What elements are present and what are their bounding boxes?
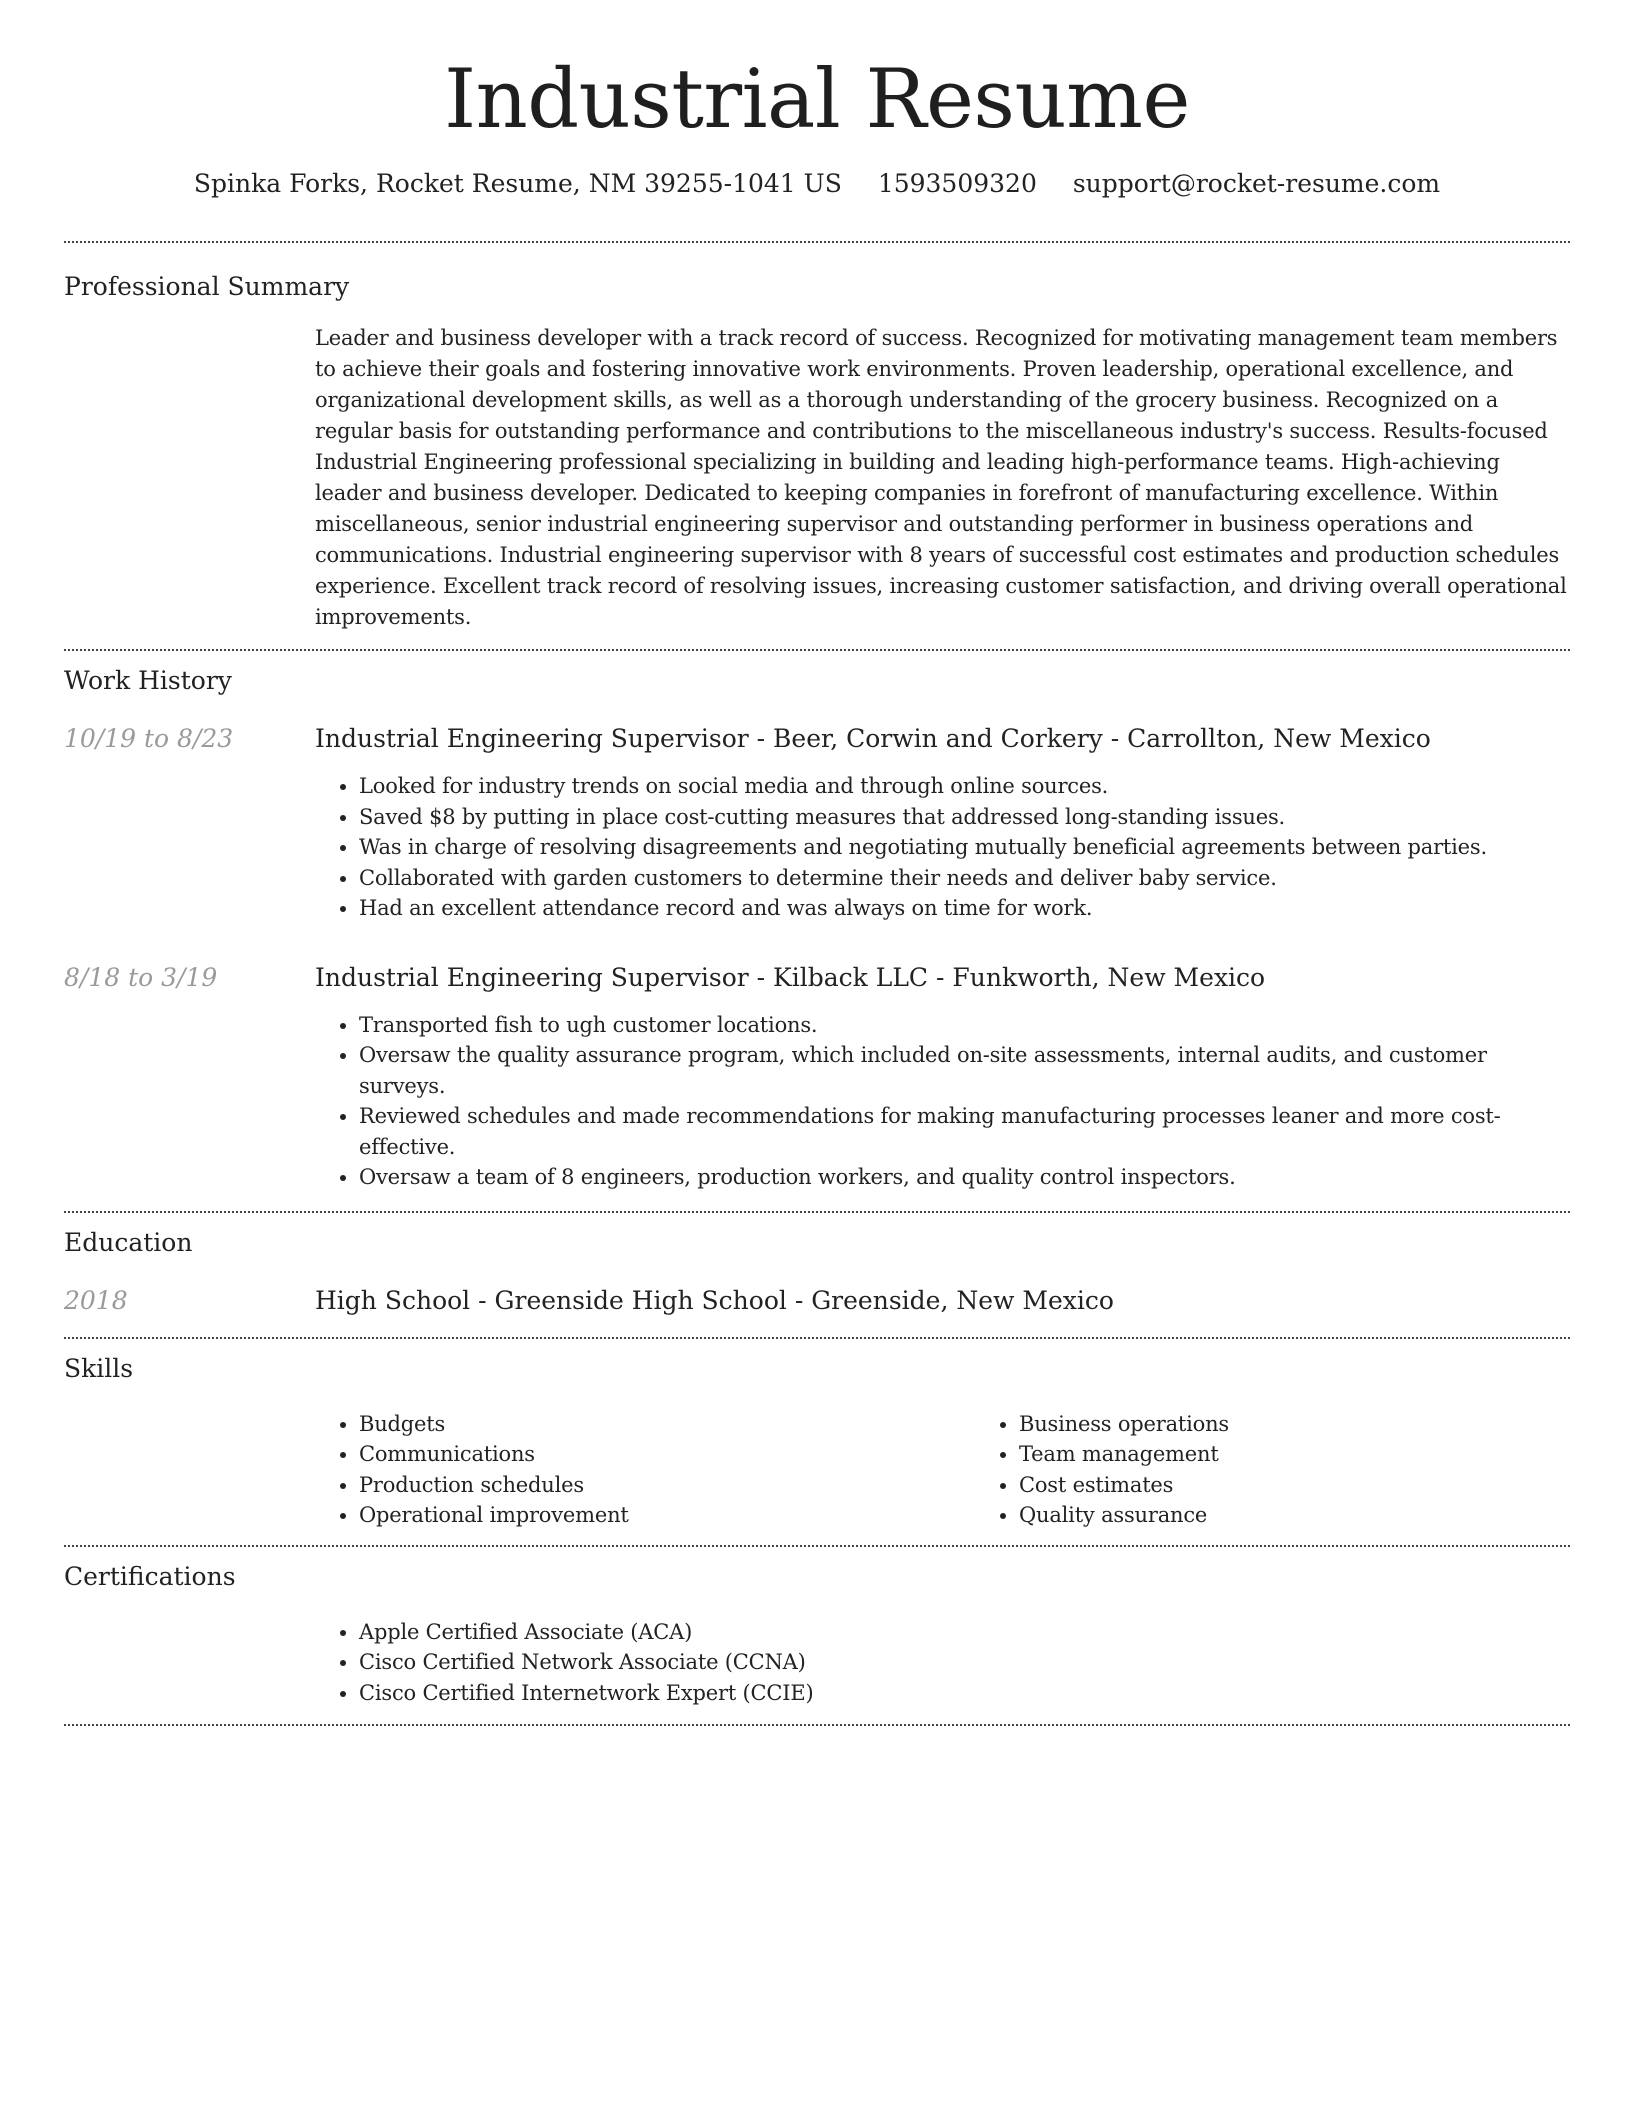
contact-email: support@rocket-resume.com — [1072, 169, 1441, 198]
contact-phone: 1593509320 — [877, 169, 1037, 198]
list-item: • Reviewed schedules and made recommendations for making manufacturing processes leaner and more cost-effective. — [359, 1101, 1570, 1162]
summary-section — [64, 243, 1570, 649]
list-item: • Budgets — [359, 1409, 975, 1440]
list-item: • Apple Certified Associate (ACA) — [359, 1617, 1570, 1648]
education-year: 2018 — [64, 1285, 128, 1315]
certifications-heading: Certifications — [64, 1561, 236, 1591]
list-item: • Collaborated with garden customers to determine their needs and deliver baby service. — [359, 863, 1570, 894]
summary-heading: Professional Summary — [64, 272, 350, 301]
list-item: • Quality assurance — [1019, 1500, 1632, 1531]
job-bullets — [315, 1010, 1570, 1193]
job-heading: Industrial Engineering Supervisor - Kilback LLC - Funkworth, New Mexico — [315, 962, 1266, 992]
list-item: • Was in charge of resolving disagreements and negotiating mutually beneficial agreements between parties. — [359, 832, 1570, 863]
education-heading: Education — [64, 1227, 193, 1257]
job-dates: 8/18 to 3/19 — [64, 962, 218, 992]
list-item: • Communications — [359, 1439, 975, 1470]
divider — [64, 1724, 1570, 1726]
education-entry — [64, 1285, 1570, 1317]
job-entry — [64, 723, 1570, 924]
list-item: • Oversaw the quality assurance program, which included on-site assessments, internal audits, and customer surveys. — [359, 1040, 1570, 1101]
list-item: • Saved $8 by putting in place cost-cutting measures that addressed long-standing issues. — [359, 802, 1570, 833]
education-section — [64, 1213, 1570, 1337]
resume-page — [64, 0, 1570, 1726]
work-history-section — [64, 651, 1570, 1211]
job-bullets — [315, 771, 1570, 924]
list-item: • Had an excellent attendance record and was always on time for work. — [359, 893, 1570, 924]
summary-text: Leader and business developer with a track record of success. Recognized for motivating management team members to achieve their goals and fostering innovative work environments. Proven leadership, operational excellence, and organizational development skills, as well as a thorough understanding of the grocery business. Recognized on a regular basis for outstanding performance and contributions to the miscellaneous industry's success. Results-focused Industrial Engineering professional specializing in building and leading high-performance teams. High-achieving leader and business developer. Dedicated to keeping companies in forefront of manufacturing excellence. Within miscellaneous, senior industrial engineering supervisor and outstanding performer in business operations and communications. Industrial engineering supervisor with 8 years of successful cost estimates and production schedules experience. Excellent track record of resolving issues, increasing customer satisfaction, and driving overall operational improvements. — [315, 326, 1567, 629]
list-item: • Cost estimates — [1019, 1470, 1632, 1501]
work-history-heading: Work History — [64, 666, 232, 695]
contact-line — [64, 168, 1570, 200]
list-item: • Cisco Certified Internetwork Expert (CCIE) — [359, 1678, 1570, 1709]
resume-name: Industrial Resume — [444, 53, 1190, 147]
skills-heading: Skills — [64, 1353, 134, 1383]
certifications-section — [64, 1547, 1570, 1725]
list-item: • Transported fish to ugh customer locations. — [359, 1010, 1570, 1041]
list-item: • Production schedules — [359, 1470, 975, 1501]
education-heading-line: High School - Greenside High School - Greenside, New Mexico — [315, 1285, 1114, 1315]
certifications-list — [315, 1617, 1570, 1709]
contact-address: Spinka Forks, Rocket Resume, NM 39255-1041 US — [193, 169, 842, 198]
list-item: • Cisco Certified Network Associate (CCNA) — [359, 1647, 1570, 1678]
skills-section — [64, 1339, 1570, 1545]
job-entry — [64, 962, 1570, 1193]
list-item: • Team management — [1019, 1439, 1632, 1470]
skills-list-left — [315, 1409, 975, 1531]
skills-list-right — [975, 1409, 1632, 1531]
job-dates: 10/19 to 8/23 — [64, 724, 234, 753]
job-heading: Industrial Engineering Supervisor - Beer, Corwin and Corkery - Carrollton, New Mexico — [315, 724, 1431, 753]
list-item: • Business operations — [1019, 1409, 1632, 1440]
list-item: • Oversaw a team of 8 engineers, production workers, and quality control inspectors. — [359, 1162, 1570, 1193]
list-item: • Looked for industry trends on social media and through online sources. — [359, 771, 1570, 802]
list-item: • Operational improvement — [359, 1500, 975, 1531]
